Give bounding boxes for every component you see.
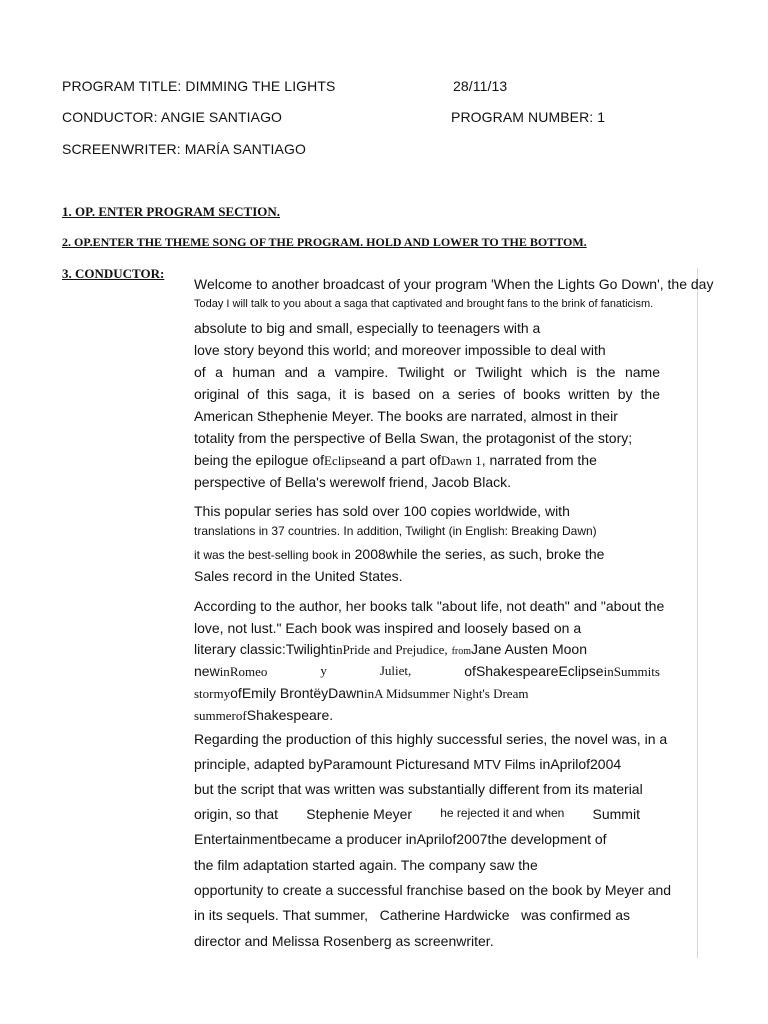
p4-l5-f: the development of bbox=[487, 831, 607, 847]
program-title: PROGRAM TITLE: DIMMING THE LIGHTS bbox=[62, 78, 336, 94]
p1-l9-c: and a part of bbox=[362, 452, 441, 468]
p3-l3-e: from bbox=[451, 646, 472, 657]
p3-l6-c: Shakespeare. bbox=[246, 707, 334, 723]
p3-l5-f: in bbox=[363, 686, 375, 701]
p4-l5-d: of bbox=[444, 831, 457, 847]
p4-l5-b: became a producer in bbox=[281, 831, 417, 847]
p3-line-5 bbox=[194, 685, 528, 702]
p4-l8-a: in its sequels. That summer, bbox=[194, 907, 369, 923]
p3-l4-b: in bbox=[219, 664, 230, 679]
p4-l5-c: April bbox=[416, 831, 445, 847]
p2-year: 2008 bbox=[354, 546, 386, 562]
p1-line-7: American Sthephenie Meyer. The books are narrated, almost in their bbox=[194, 408, 618, 424]
p4-l2-g: of bbox=[578, 756, 591, 772]
p1-line-6: original of this saga, it is based on a series of books written by the bbox=[194, 386, 660, 402]
p1-line-5: of a human and a vampire. Twilight or Twilight which is the name bbox=[194, 364, 660, 380]
p3-l3-b: Twilight bbox=[285, 641, 333, 657]
p4-l5-e: 2007 bbox=[456, 831, 488, 847]
p3-l4-i: in bbox=[603, 664, 614, 679]
program-date: 28/11/13 bbox=[453, 78, 508, 94]
p3-line-4 bbox=[194, 663, 660, 680]
p3-l4-c: Romeo bbox=[229, 664, 268, 679]
step-3-heading: 3. CONDUCTOR: bbox=[62, 266, 165, 281]
p2-line-4: Sales record in the United States. bbox=[194, 568, 403, 584]
p4-l4-a: origin, so that bbox=[194, 806, 279, 822]
p3-line-6 bbox=[194, 707, 333, 724]
screenwriter-line: SCREENWRITER: MARÍA SANTIAGO bbox=[62, 141, 306, 157]
p3-l4-d: y bbox=[320, 663, 327, 678]
p3-l6-b: of bbox=[235, 708, 247, 723]
p2-line-2: translations in 37 countries. In addition, Twilight (in English: Breaking Dawn) bbox=[194, 524, 597, 538]
p3-l5-c: Emily Brontë bbox=[241, 685, 322, 701]
p2-l3-a: it was the best-selling book in bbox=[194, 548, 351, 562]
p4-l2-h: 2004 bbox=[590, 756, 622, 772]
p4-l4-b: Stephenie Meyer bbox=[306, 806, 413, 822]
p1-line-8: totality from the perspective of Bella Swan, the protagonist of the story; bbox=[194, 430, 633, 446]
p4-line-3: but the script that was written was substantially different from its material bbox=[194, 781, 643, 797]
step-1-text: 1. OP. ENTER PROGRAM SECTION. bbox=[62, 204, 281, 219]
p4-line-2 bbox=[194, 756, 621, 772]
p3-l3-d: Pride and Prejudice, bbox=[342, 642, 448, 657]
p1-line-9 bbox=[194, 452, 597, 469]
p1-line-1: Welcome to another broadcast of your program 'When the Lights Go Down', the day bbox=[194, 276, 714, 292]
p3-line-2: love, not lust." Each book was inspired and loosely based on a bbox=[194, 620, 582, 636]
p3-l5-e: Dawn bbox=[328, 685, 364, 701]
p4-l4-c: he rejected it and when bbox=[440, 806, 565, 820]
p4-l2-f: April bbox=[550, 756, 579, 772]
conductor-line: CONDUCTOR: ANGIE SANTIAGO bbox=[62, 109, 283, 125]
p3-l4-g: Shakespeare bbox=[475, 663, 559, 679]
p3-l4-e: Juliet, bbox=[379, 663, 412, 678]
p3-l5-d: y bbox=[321, 685, 329, 701]
p4-l4-d: Summit bbox=[592, 806, 640, 822]
script-body bbox=[194, 0, 714, 1024]
p4-l2-a: principle, adapted by bbox=[194, 756, 324, 772]
p1-line-4: love story beyond this world; and moreover impossible to deal with bbox=[194, 342, 606, 358]
p4-line-5 bbox=[194, 831, 607, 847]
p3-l3-f: Jane Austen Moon bbox=[471, 641, 587, 657]
p3-l3-a: literary classic: bbox=[194, 641, 286, 657]
p1-line-2: Today I will talk to you about a saga that captivated and brought fans to the brink of fanaticism. bbox=[194, 298, 654, 310]
p1-line-10: perspective of Bella's werewolf friend, Jacob Black. bbox=[194, 474, 512, 490]
p4-l8-b: Catherine Hardwicke bbox=[379, 907, 510, 923]
p4-line-6: the film adaptation started again. The company saw the bbox=[194, 857, 538, 873]
p4-l5-a: Entertainment bbox=[194, 831, 282, 847]
p3-l3-c: in bbox=[332, 642, 343, 657]
p4-line-8 bbox=[194, 907, 630, 923]
p1-line-3: absolute to big and small, especially to teenagers with a bbox=[194, 320, 541, 336]
book-eclipse: Eclipse bbox=[324, 453, 363, 468]
p3-l5-b: of bbox=[230, 685, 242, 701]
p4-l2-d: MTV Films bbox=[473, 757, 536, 772]
p4-l2-b: Paramount Pictures bbox=[323, 756, 447, 772]
p1-l9-e: , narrated from the bbox=[481, 452, 597, 468]
p1-l9-a: being the epilogue of bbox=[194, 452, 324, 468]
p2-line-3 bbox=[194, 546, 604, 562]
p4-line-1: Regarding the production of this highly successful series, the novel was, in a bbox=[194, 731, 668, 747]
p2-l3-c: while the series, as such, broke the bbox=[385, 546, 605, 562]
book-dawn: Dawn 1 bbox=[440, 453, 482, 468]
p3-l4-a: new bbox=[194, 663, 220, 679]
p4-line-7: opportunity to create a successful franchise based on the book by Meyer and bbox=[194, 882, 672, 898]
p3-line-3 bbox=[194, 641, 587, 658]
p3-l4-f: of bbox=[464, 663, 476, 679]
step-2-heading: 2. OP.ENTER THE THEME SONG OF THE PROGRAM. HOLD AND LOWER TO THE BOTTOM. bbox=[62, 235, 587, 249]
p2-line-1: This popular series has sold over 100 copies worldwide, with bbox=[194, 503, 570, 519]
p3-l4-h: Eclipse bbox=[558, 663, 604, 679]
p4-l8-c: was confirmed as bbox=[521, 907, 630, 923]
p4-line-9: director and Melissa Rosenberg as screenwriter. bbox=[194, 933, 494, 949]
p4-line-4 bbox=[194, 806, 640, 822]
program-number: PROGRAM NUMBER: 1 bbox=[451, 109, 606, 125]
p3-line-1: According to the author, her books talk "about life, not death" and "about the bbox=[194, 598, 665, 614]
p3-l5-a: stormy bbox=[194, 686, 231, 701]
p4-l2-e: in bbox=[539, 756, 551, 772]
p4-l2-c: and bbox=[446, 756, 470, 772]
p3-l6-a: summer bbox=[194, 708, 236, 723]
p3-l4-j: Summits bbox=[613, 664, 660, 679]
p3-l5-g: A Midsummer Night's Dream bbox=[374, 686, 529, 701]
